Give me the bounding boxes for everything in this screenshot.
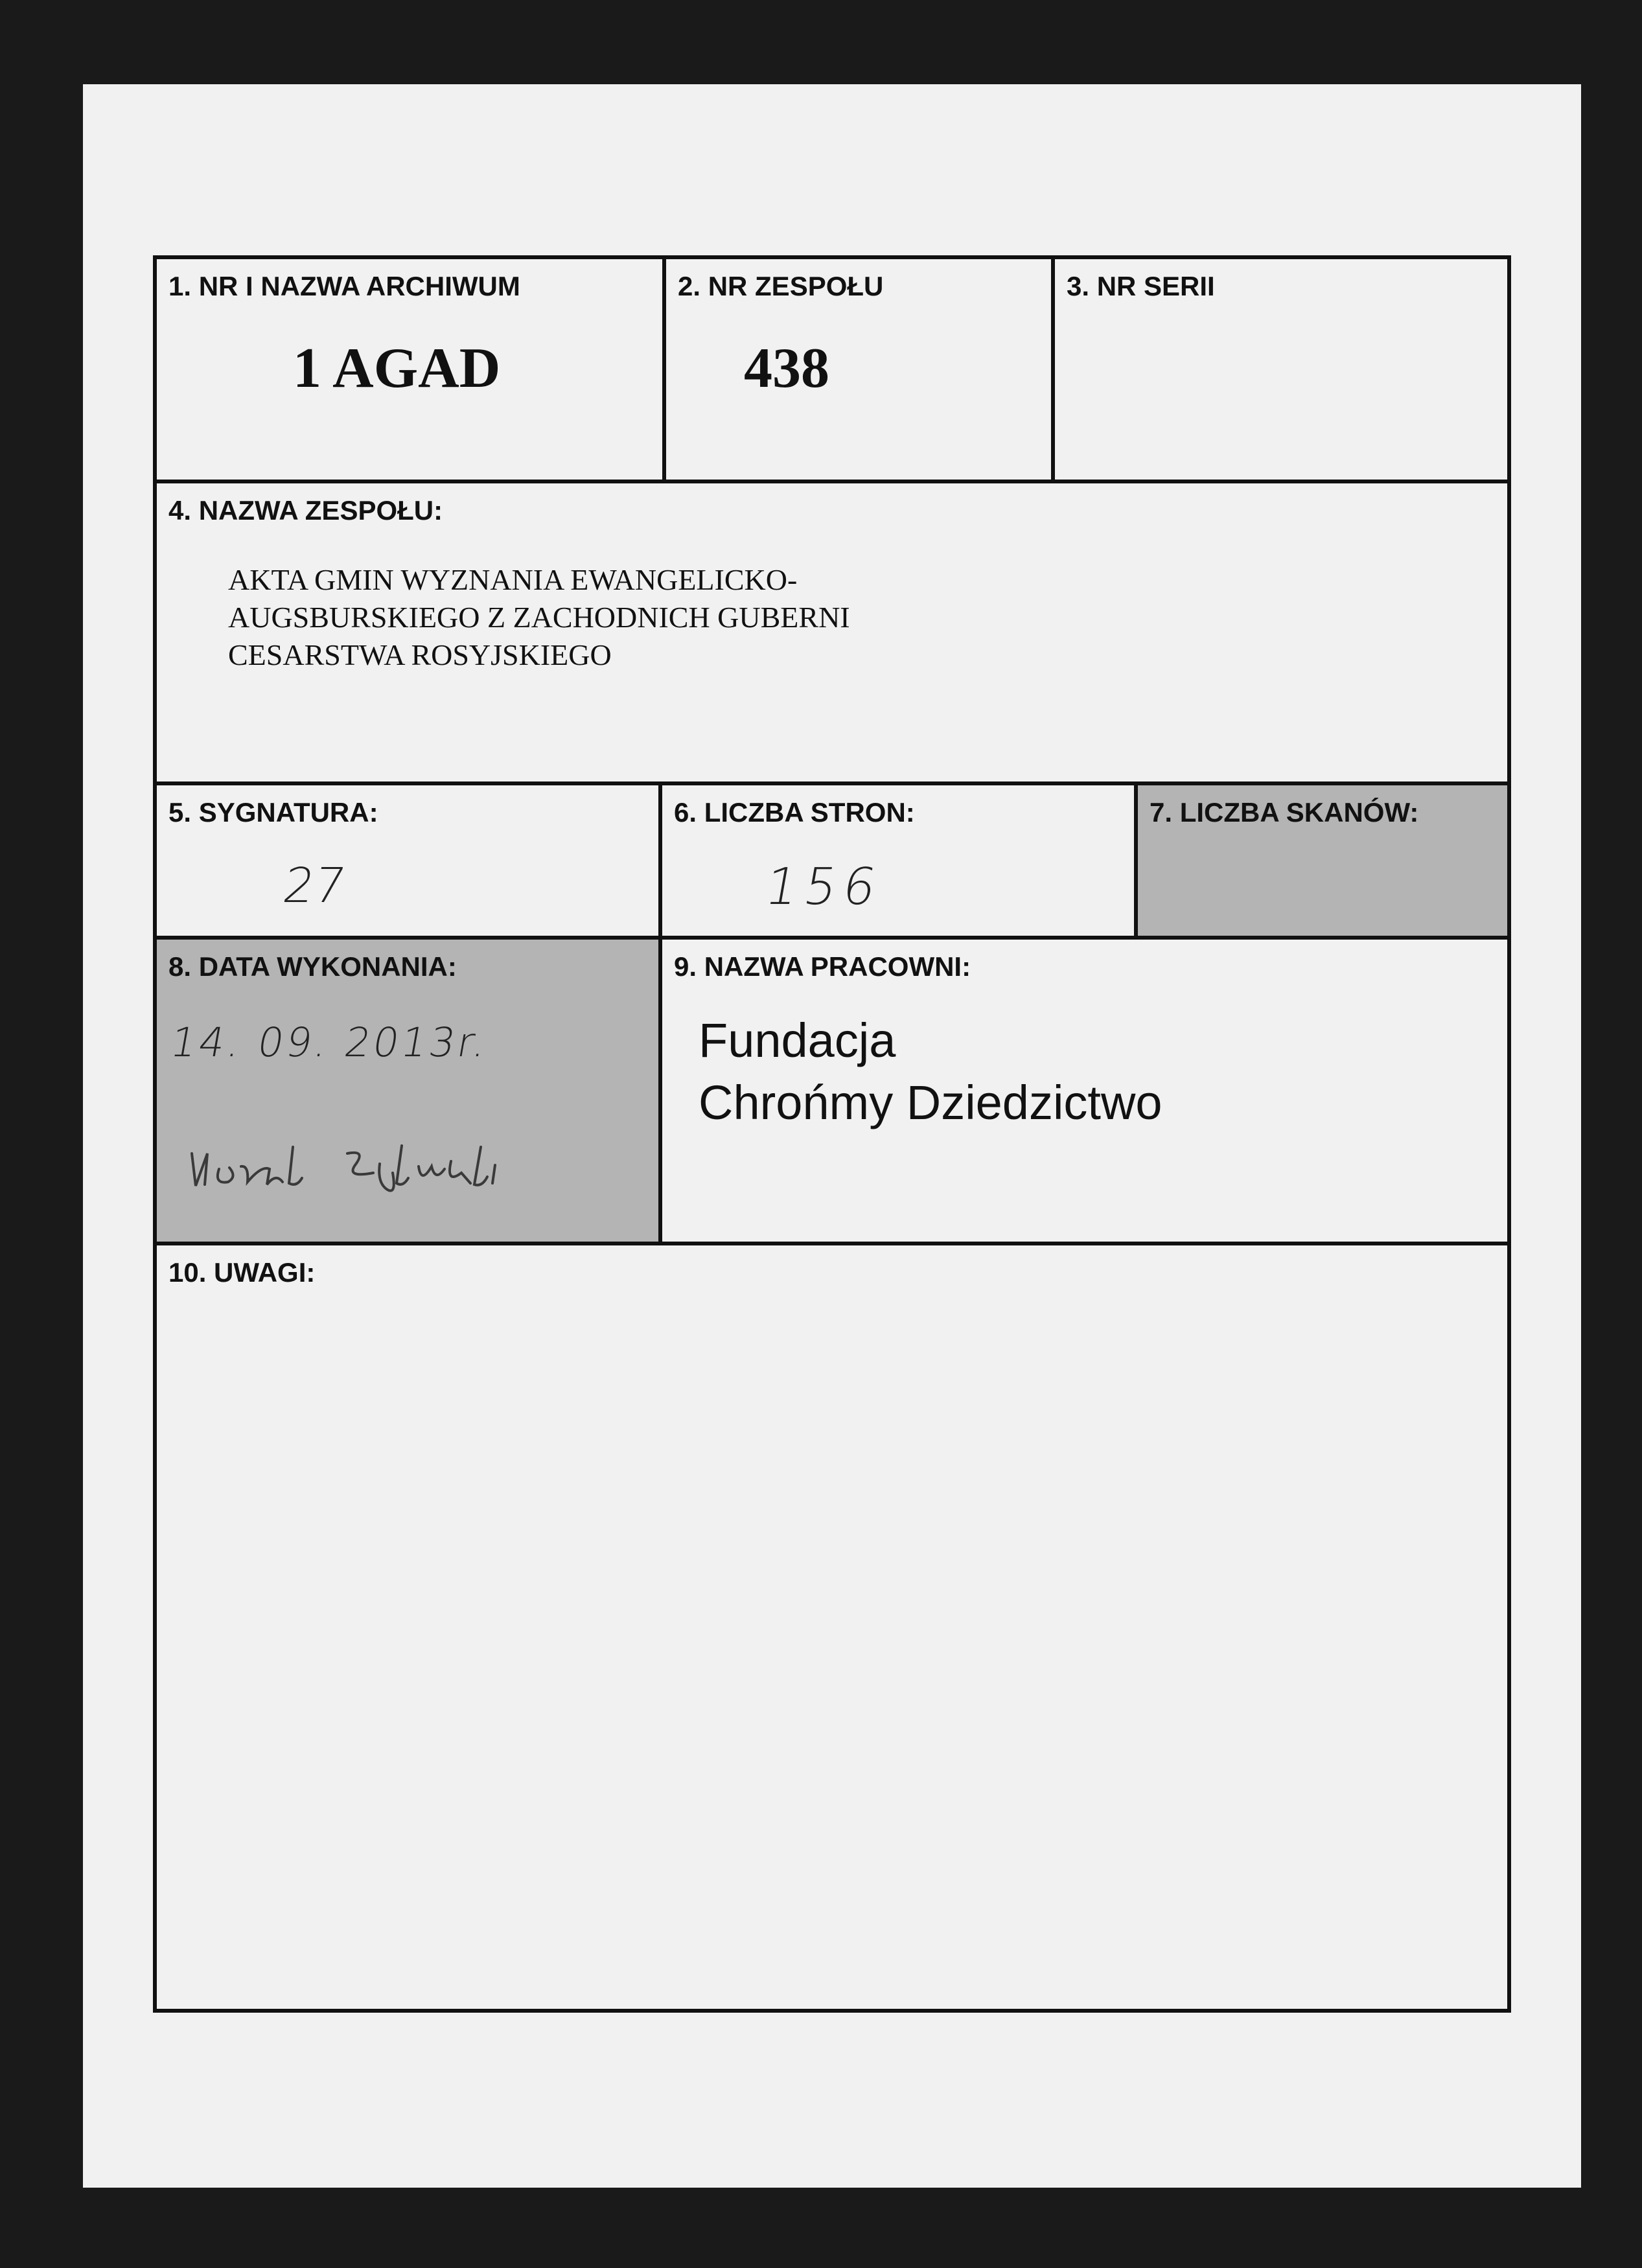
page-count-value: 156 (761, 858, 887, 916)
series-number-cell (1055, 259, 1507, 480)
fonds-name-line: CESARSTWA ROSYJSKIEGO (228, 638, 612, 671)
fonds-name-value (228, 561, 850, 674)
studio-name-cell (662, 940, 1507, 1242)
fonds-number-label: 2. NR ZESPOŁU (678, 271, 884, 301)
archive-cell (157, 259, 662, 480)
signature-ref-cell (157, 785, 658, 936)
archive-form (153, 255, 1511, 2013)
scan-count-cell (1138, 785, 1507, 936)
remarks-label: 10. UWAGI: (168, 1257, 316, 1288)
archive-label: 1. NR I NAZWA ARCHIWUM (168, 271, 520, 301)
form-sheet (83, 84, 1581, 2188)
studio-name-line: Fundacja (699, 1013, 896, 1067)
fonds-name-label: 4. NAZWA ZESPOŁU: (168, 495, 443, 526)
fonds-name-line: AUGSBURSKIEGO Z ZACHODNICH GUBERNI (228, 601, 850, 634)
signature-ref-label: 5. SYGNATURA: (168, 797, 378, 827)
fonds-name-cell (157, 483, 1507, 781)
studio-name-value (699, 1010, 1162, 1134)
date-made-label: 8. DATA WYKONANIA: (168, 951, 457, 982)
page-count-cell (662, 785, 1134, 936)
fonds-number-value: 438 (744, 337, 829, 400)
studio-name-line: Chrońmy Dziedzictwo (699, 1076, 1162, 1129)
date-made-cell (157, 940, 658, 1242)
fonds-number-cell (666, 259, 1051, 480)
date-made-value: 14. 09. 2013r. (167, 1019, 493, 1066)
fonds-name-line: AKTA GMIN WYZNANIA EWANGELICKO- (228, 563, 798, 596)
remarks-cell (157, 1245, 1507, 2009)
handwritten-signature (185, 1128, 522, 1199)
series-number-label: 3. NR SERII (1067, 271, 1215, 301)
archive-value: 1 AGAD (293, 337, 501, 400)
scan-count-label: 7. LICZBA SKANÓW: (1150, 797, 1419, 827)
page-count-label: 6. LICZBA STRON: (674, 797, 915, 827)
studio-name-label: 9. NAZWA PRACOWNI: (674, 951, 971, 982)
signature-ref-value: 27 (279, 858, 350, 914)
